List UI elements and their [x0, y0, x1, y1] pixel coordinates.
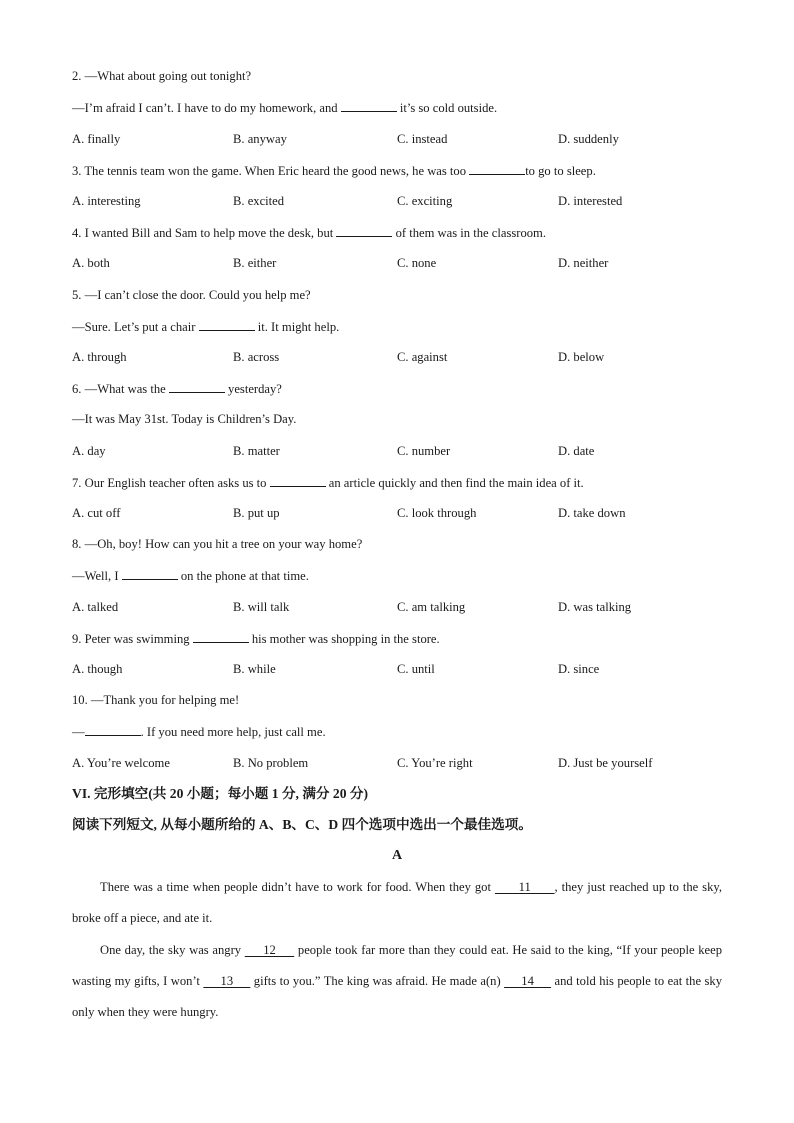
- question-6-dialog: [72, 411, 296, 427]
- option-d: D. suddenly: [558, 132, 619, 146]
- option-d: D. below: [558, 350, 605, 364]
- cloze-blank-12: 12: [244, 943, 295, 957]
- option-c: C. look through: [397, 506, 477, 520]
- option-d: D. since: [558, 662, 600, 676]
- passage-text: and told his people to eat the sky only when they were hungry.: [72, 974, 723, 1019]
- section-title: VI. 完形填空(共 20 小题；每小题 1 分, 满分 20 分): [72, 786, 369, 801]
- question-5-options: [72, 349, 732, 365]
- question-text: 4. I wanted Bill and Sam to help move the desk, but: [72, 226, 337, 240]
- option-a: A. finally: [72, 132, 121, 146]
- question-text: 9. Peter was swimming: [72, 632, 193, 646]
- question-text: . If you need more help, just call me.: [140, 725, 326, 739]
- option-b: B. anyway: [233, 132, 287, 146]
- question-7-options: [72, 505, 732, 521]
- answer-blank: [199, 318, 255, 331]
- answer-blank: [169, 380, 225, 393]
- passage-text: gifts to you.” The king was afraid. He made a(n): [250, 974, 505, 988]
- option-c: C. You’re right: [397, 756, 473, 770]
- option-c: C. exciting: [397, 194, 453, 208]
- option-d: D. date: [558, 444, 595, 458]
- question-4-stem: [72, 224, 546, 241]
- question-5-dialog: [72, 318, 339, 335]
- question-text: on the phone at that time.: [177, 569, 309, 583]
- cloze-blank-11: 11: [494, 880, 555, 894]
- question-10-stem: [72, 692, 239, 708]
- question-text: his mother was shopping in the store.: [248, 632, 440, 646]
- passage-text: people took far more than they could eat. He said to the king, “If your people keep wasting my gifts, I won’t: [72, 943, 722, 988]
- question-8-stem: [72, 536, 362, 552]
- option-b: B. excited: [233, 194, 285, 208]
- question-text: —Sure. Let’s put a chair: [72, 320, 199, 334]
- question-text: —: [72, 725, 85, 739]
- question-2-dialog: [72, 99, 497, 116]
- question-7-stem: [72, 474, 584, 491]
- option-a: A. interesting: [72, 194, 141, 208]
- option-a: A. day: [72, 444, 106, 458]
- option-c: C. none: [397, 256, 437, 270]
- answer-blank: [122, 567, 178, 580]
- question-4-options: [72, 255, 732, 271]
- question-3-options: [72, 193, 732, 209]
- question-text: an article quickly and then find the main idea of it.: [325, 476, 584, 490]
- section-instruction: 阅读下列短文, 从每小题所给的 A、B、C、D 四个选项中选出一个最佳选项。: [72, 817, 532, 832]
- answer-blank: [336, 224, 392, 237]
- option-a: A. through: [72, 350, 127, 364]
- option-a: A. You’re welcome: [72, 756, 170, 770]
- question-text: 6. —What was the: [72, 382, 169, 396]
- option-a: A. cut off: [72, 506, 121, 520]
- question-2-options: [72, 131, 732, 147]
- question-9-stem: [72, 630, 440, 647]
- option-b: B. No problem: [233, 756, 309, 770]
- question-text: of them was in the classroom.: [392, 226, 546, 240]
- question-10-dialog: [72, 723, 326, 740]
- passage-text: , they just reached up to the sky, broke off a piece, and ate it.: [72, 880, 722, 925]
- option-b: B. either: [233, 256, 277, 270]
- option-c: C. am talking: [397, 600, 466, 614]
- question-8-dialog: [72, 567, 309, 584]
- question-9-options: [72, 661, 732, 677]
- option-a: A. though: [72, 662, 123, 676]
- question-6-stem: [72, 380, 282, 397]
- question-5-stem: [72, 287, 311, 303]
- option-a: A. talked: [72, 600, 119, 614]
- question-text: 7. Our English teacher often asks us to: [72, 476, 270, 490]
- answer-blank: [85, 723, 141, 736]
- passage-paragraph-2: [72, 935, 722, 1028]
- question-text: to go to sleep.: [525, 164, 596, 178]
- answer-blank: [469, 162, 525, 175]
- option-b: B. across: [233, 350, 280, 364]
- passage-label: A: [391, 848, 403, 863]
- option-b: B. matter: [233, 444, 280, 458]
- question-10-options: [72, 755, 732, 771]
- option-a: A. both: [72, 256, 110, 270]
- question-text: 2. —What about going out tonight?: [72, 69, 252, 83]
- option-b: B. while: [233, 662, 276, 676]
- option-c: C. until: [397, 662, 435, 676]
- option-c: C. against: [397, 350, 448, 364]
- cloze-blank-14: 14: [504, 974, 552, 988]
- question-text: —Well, I: [72, 569, 122, 583]
- question-text: yesterday?: [224, 382, 282, 396]
- cloze-blank-13: 13: [203, 974, 251, 988]
- option-d: D. Just be yourself: [558, 756, 653, 770]
- answer-blank: [270, 474, 326, 487]
- option-d: D. interested: [558, 194, 623, 208]
- option-c: C. number: [397, 444, 451, 458]
- option-d: D. take down: [558, 506, 626, 520]
- passage-text: There was a time when people didn’t have to work for food. When they got: [100, 880, 495, 894]
- question-text: it. It might help.: [254, 320, 340, 334]
- option-b: B. put up: [233, 506, 280, 520]
- option-d: D. neither: [558, 256, 609, 270]
- question-text: 8. —Oh, boy! How can you hit a tree on your way home?: [72, 537, 363, 551]
- question-2-stem: [72, 68, 251, 84]
- question-6-options: [72, 443, 732, 459]
- option-c: C. instead: [397, 132, 448, 146]
- option-b: B. will talk: [233, 600, 290, 614]
- question-text: 3. The tennis team won the game. When Eric heard the good news, he was too: [72, 164, 470, 178]
- question-3-stem: [72, 162, 596, 179]
- question-8-options: [72, 599, 732, 615]
- question-text: it’s so cold outside.: [396, 101, 498, 115]
- passage-paragraph-1: [72, 872, 722, 934]
- question-text: —I’m afraid I can’t. I have to do my homework, and: [72, 101, 341, 115]
- option-d: D. was talking: [558, 600, 632, 614]
- answer-blank: [341, 99, 397, 112]
- answer-blank: [193, 630, 249, 643]
- question-text: 5. —I can’t close the door. Could you help me?: [72, 288, 311, 302]
- passage-text: One day, the sky was angry: [100, 943, 245, 957]
- question-text: 10. —Thank you for helping me!: [72, 693, 240, 707]
- question-text: —It was May 31st. Today is Children’s Day.: [72, 412, 297, 426]
